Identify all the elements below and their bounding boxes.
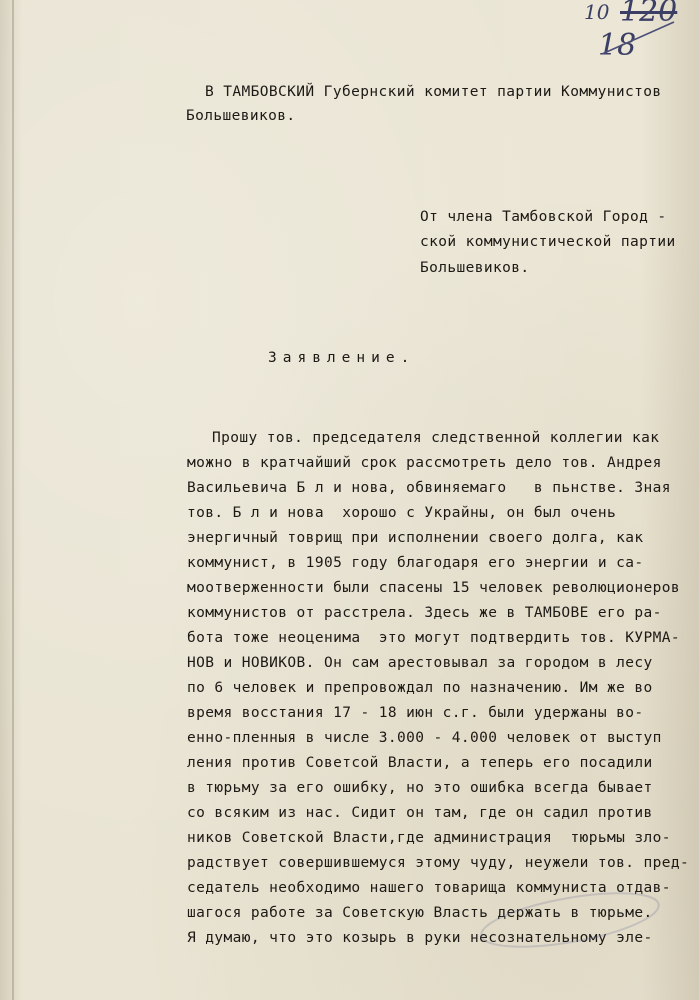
body-line-3: Васильевича Б л и нова, обвиняемаго в пьнстве. Зная — [187, 480, 671, 496]
body-line-21: Я думаю, что это козырь в руки несознательному эле- — [187, 930, 653, 946]
body-line-11: по 6 человек и препровождал по назначению. Им же во — [187, 680, 653, 696]
body-line-5: энергичный товрищ при исполнении своего долга, как — [187, 530, 644, 546]
body-line-15: в тюрьму за его ошибку, но это ошибка всегда бывает — [187, 780, 653, 796]
address-line-2: Большевиков. — [186, 108, 296, 124]
body-line-16: со всяким из нас. Сидит он там, где он садил против — [187, 805, 653, 821]
from-line-3: Большевиков. — [420, 260, 530, 276]
body-line-17: ников Советской Власти,где администрация тюрьмы зло- — [187, 830, 671, 846]
from-line-1: От члена Тамбовской Город - — [420, 209, 667, 225]
body-line-20: шагося работе за Советскую Власть держать в тюрьме. — [187, 905, 653, 921]
document-title: Заявление. — [268, 350, 416, 366]
body-line-2: можно в кратчайший срок рассмотреть дело тов. Андрея — [187, 455, 662, 471]
binding-edge — [12, 0, 14, 1000]
body-line-13: енно-пленныя в числе 3.000 - 4.000 человек от выступ — [187, 730, 662, 746]
pencil-mark-icon — [600, 18, 680, 58]
body-line-12: время восстания 17 - 18 июн с.г. были удержаны во- — [187, 705, 644, 721]
address-line-1: В ТАМБОВСКИЙ Губернский комитет партии Коммунистов — [205, 84, 662, 100]
body-line-8: коммунистов от расстрела. Здесь же в ТАМБОВЕ его ра- — [187, 605, 662, 621]
body-line-14: ления против Советсой Власти, а теперь его посадили — [187, 755, 653, 771]
archive-stamp-icon — [470, 890, 670, 950]
body-line-18: радствует совершившемуся этому чуду, неужели тов. пред- — [187, 855, 690, 871]
from-line-2: ской коммунистической партии — [420, 234, 676, 250]
body-line-9: бота тоже неоценима это могут подтвердить тов. КУРМА- — [187, 630, 681, 646]
body-line-1: Прошу тов. председателя следственной коллегии как — [212, 430, 660, 446]
body-line-19: седатель необходимо нашего товарища коммуниста отдав- — [187, 880, 671, 896]
body-line-4: тов. Б л и нова хорошо с Украйны, он был очень — [187, 505, 617, 521]
archive-number-a: 10 — [584, 0, 610, 24]
body-line-7: моотверженности были спасены 15 человек революционеров — [187, 580, 681, 596]
body-line-10: НОВ и НОВИКОВ. Он сам арестовывал за городом в лесу — [187, 655, 653, 671]
folio-number: 18 — [598, 28, 637, 63]
archive-number-b: 120 — [620, 0, 678, 29]
body-line-6: коммунист, в 1905 году благодаря его энергии и са- — [187, 555, 644, 571]
